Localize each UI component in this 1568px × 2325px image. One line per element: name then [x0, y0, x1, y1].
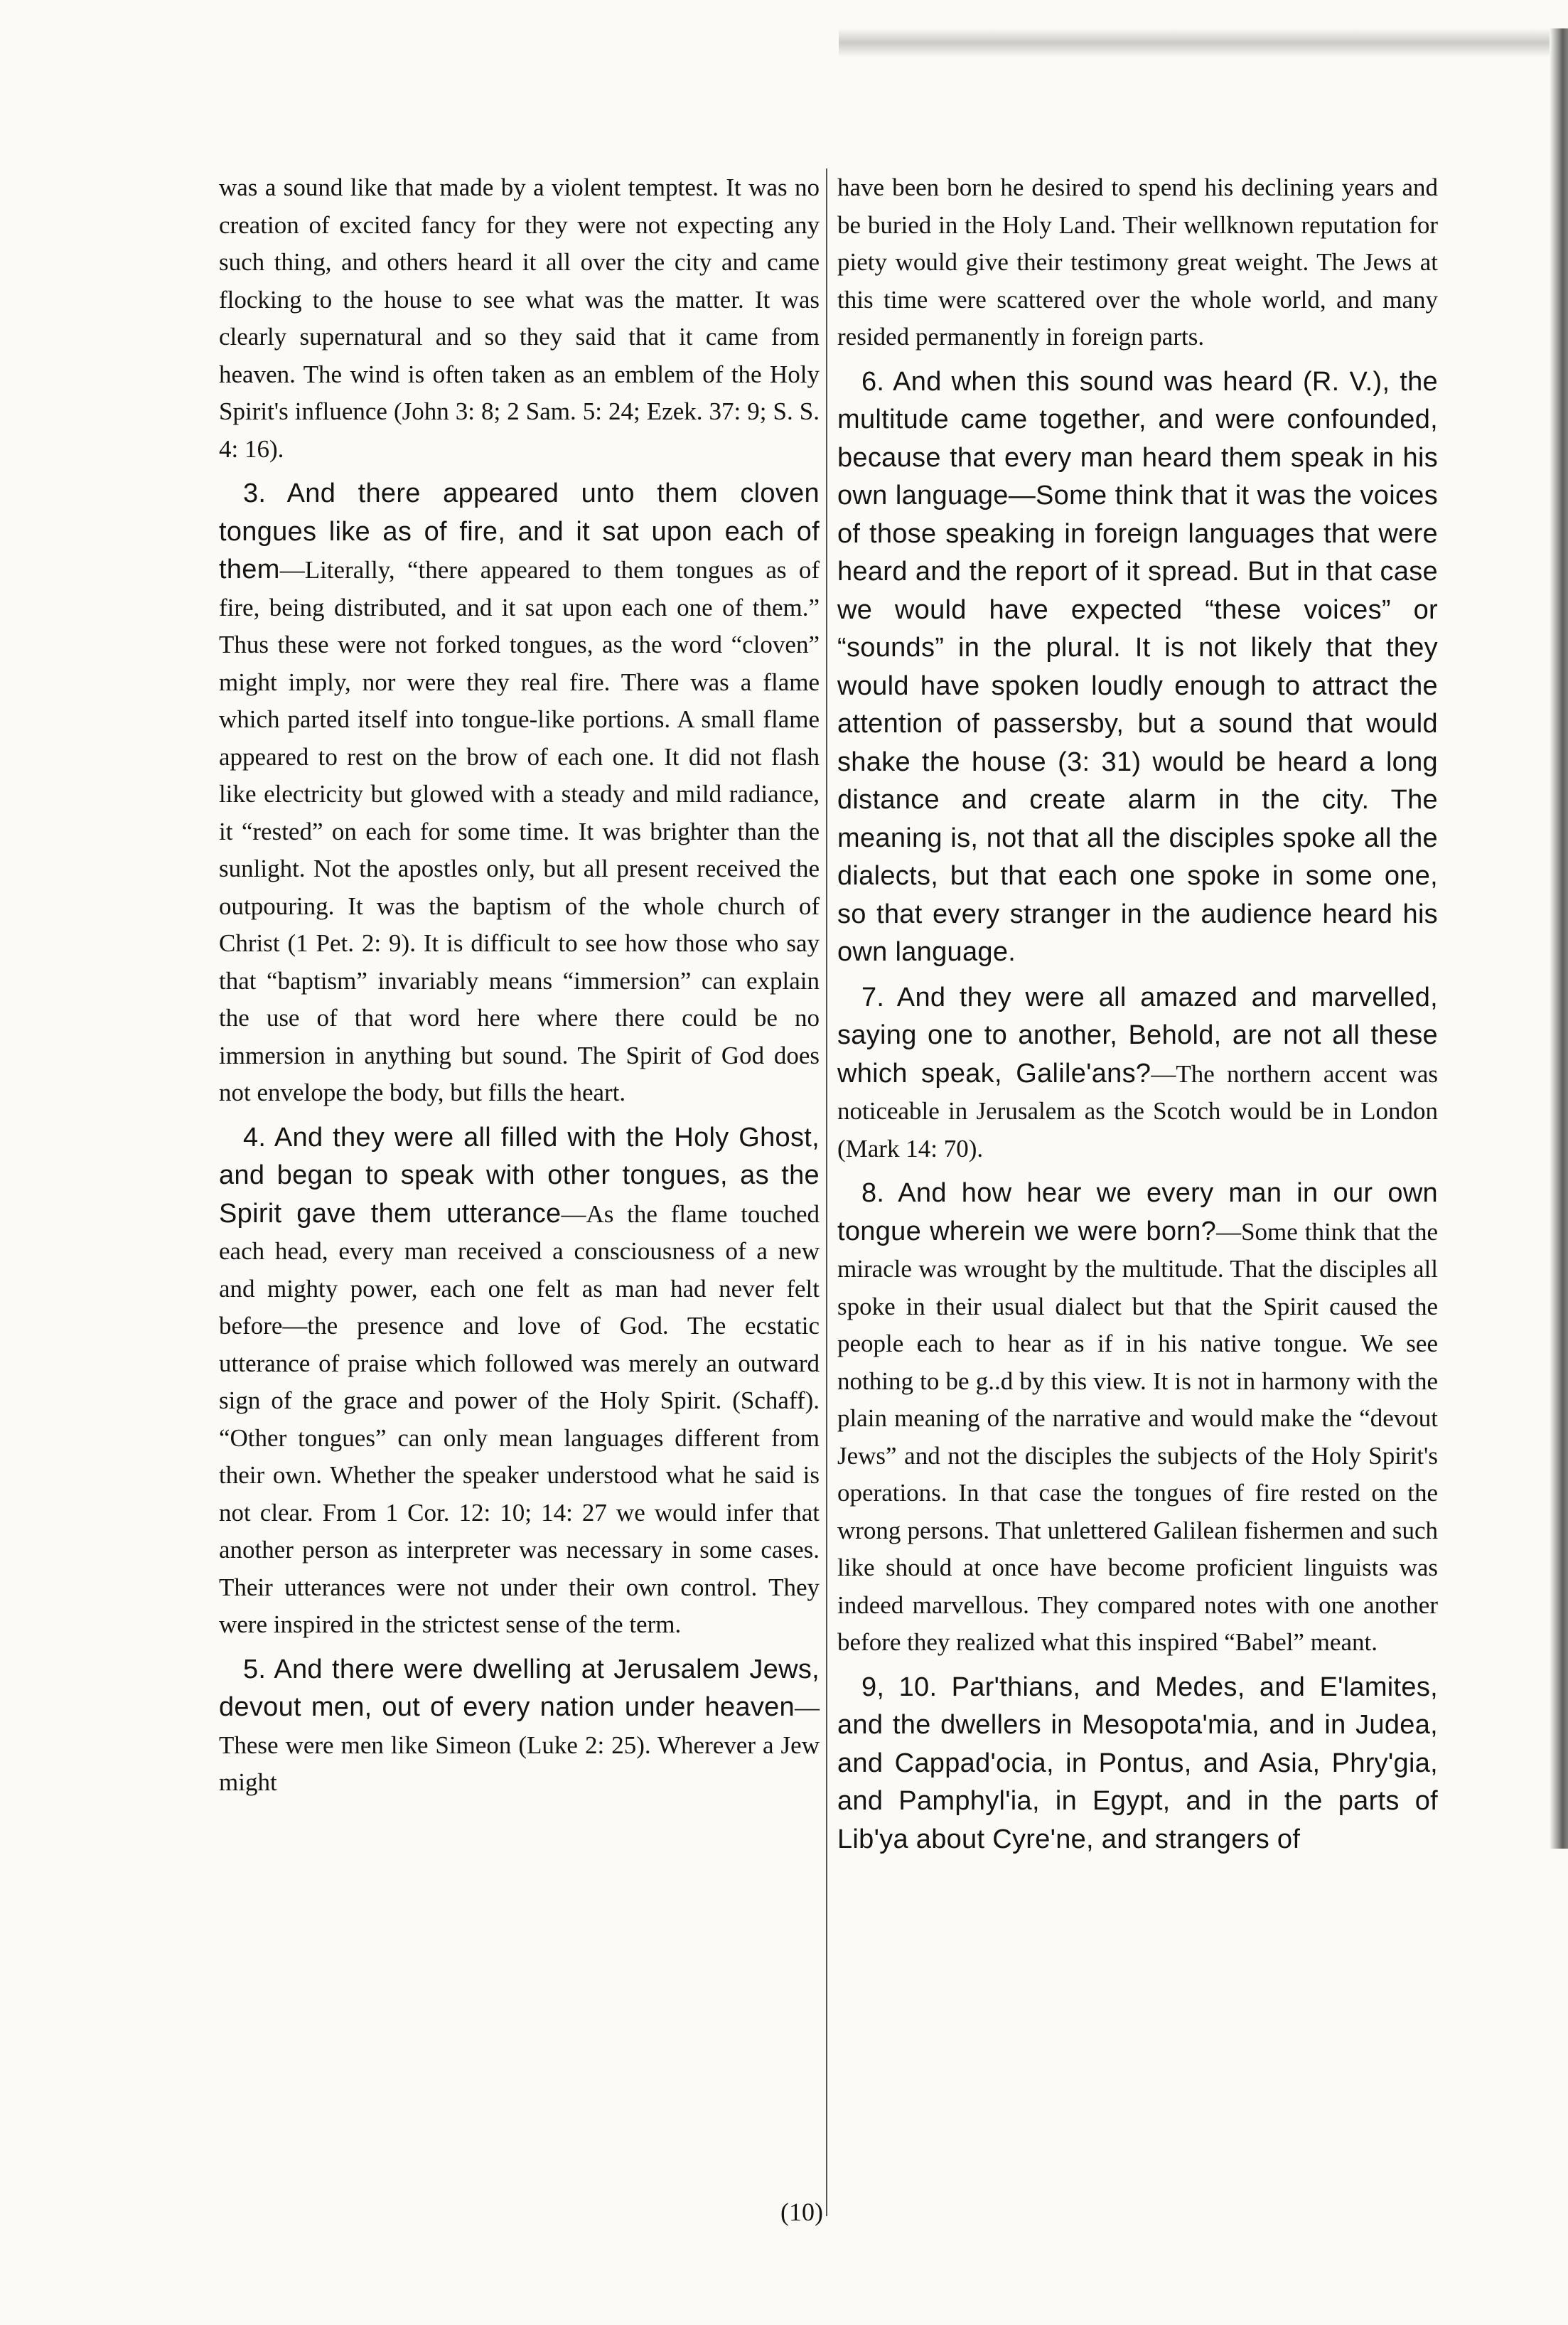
commentary-text: —The northern accent was noticeable in Jerusalem as the Scotch would be in London (Mark 14: 70).	[837, 1059, 1438, 1162]
paragraph	[837, 363, 1438, 972]
verse-heading: 9, 10. Par'thians, and Medes, and E'lamites, and the dwellers in Mesopota'mia, and in Judea, and Cappad'ocia, in Pontus, and Asia, Phry'gia, and Pamphyl'ia, in Egypt, and in the parts of Lib'ya about Cyre'ne, and strangers of	[837, 1672, 1438, 1854]
commentary-text: have been born he desired to spend his declining years and be buried in the Holy Land. Their wellknown reputation for piety would give their testimony great weight. The Jews at this time were scattered over the whole world, and many resided permanently in foreign parts.	[837, 173, 1438, 351]
column-divider	[826, 169, 827, 2216]
commentary-text: —Some think that the miracle was wrought by the multitude. That the disciples all spoke in their usual dialect but that the Spirit caused the people each to hear as if in his native tongue. We see nothing to be g..d by this view. It is not in harmony with the plain meaning of the narrative and would make the “devout Jews” and not the disciples the subjects of the Holy Spirit's operations. In that case the tongues of fire rested on the wrong persons. That unlettered Galilean fishermen and such like should at once have become proficient linguists was indeed marvellous. They compared notes with one another before they realized what this inspired “Babel” meant.	[837, 1217, 1438, 1656]
verse-heading: 5. And there were dwelling at Jerusalem Jews, devout men, out of every nation under heaven	[219, 1654, 820, 1722]
paragraph	[837, 169, 1438, 356]
paragraph	[219, 475, 820, 1112]
paragraph	[219, 1651, 820, 1802]
verse-heading: 6. And when this sound was heard	[861, 366, 1294, 397]
page-number: (10)	[780, 2198, 823, 2226]
paragraph	[219, 169, 820, 468]
commentary-text: —These were men like Simeon (Luke 2: 25). Wherever a Jew might	[219, 1694, 820, 1796]
commentary-text: —As the flame touched each head, every man received a consciousness of a new and mighty power, each one felt as man had never felt before—the presence and love of God. The ecstatic utterance of praise which followed was merely an outward sign of the grace and power of the Holy Spirit. (Schaff). “Other tongues” can only mean languages different from their own. Whether the speaker understood what he said is not clear. From 1 Cor. 12: 10; 14: 27 we would infer that another person as interpreter was necessary in some cases. Their utterances were not under their own control. They were inspired in the strictest sense of the term.	[219, 1199, 820, 1638]
paragraph	[837, 1175, 1438, 1662]
scan-noise	[839, 28, 1550, 57]
verse-heading: 7. And they were all amazed and marvelled, saying one to another, Behold, are not all these which speak, Galile'ans?	[837, 982, 1438, 1089]
paragraph	[837, 1669, 1438, 1859]
right-column	[837, 169, 1438, 1866]
scan-edge-shadow	[1550, 28, 1568, 1849]
paragraph	[837, 979, 1438, 1168]
commentary-text: (R. V.), the multitude came together, and were confounded, because that every man heard them speak in his own language—Some think that it was the voices of those speaking in foreign languages that were heard and the report of it spread. But in that case we would have expected “these voices” or “sounds” in the plural. It is not likely that they would have spoken loudly enough to attract the attention of passersby, but a sound that would shake the house (3: 31) would be heard a long distance and create alarm in the city. The meaning is, not that all the disciples spoke all the dialects, but that each one spoke in some one, so that every stranger in the audience heard his own language.	[837, 366, 1438, 967]
commentary-text: was a sound like that made by a violent temptest. It was no creation of excited fancy for they were not expecting any such thing, and others heard it all over the city and came flocking to the house to see what was the matter. It was clearly supernatural and so they said that it came from heaven. The wind is often taken as an emblem of the Holy Spirit's influence (John 3: 8; 2 Sam. 5: 24; Ezek. 37: 9; S. S. 4: 16).	[219, 173, 820, 463]
paragraph	[219, 1119, 820, 1644]
commentary-text: —Literally, “there appeared to them tongues as of fire, being distributed, and it sat upon each one of them.” Thus these were not forked tongues, as the word “cloven” might imply, nor were they real fire. There was a flame which parted itself into tongue-like portions. A small flame appeared to rest on the brow of each one. It did not flash like electricity but glowed with a steady and mild radiance, it “rested” on each for some time. It was brighter than the sunlight. Not the apostles only, but all present received the outpouring. It was the baptism of the whole church of Christ (1 Pet. 2: 9). It is difficult to see how those who say that “baptism” invariably means “immersion” can explain the use of that word here where there could be no immersion in anything but sound. The Spirit of God does not envelope the body, but fills the heart.	[219, 556, 820, 1106]
verse-heading: 3. And there appeared unto them cloven tongues like as of fire, and it sat upon each of them	[219, 479, 820, 584]
verse-heading: 4. And they were all filled with the Holy Ghost, and began to speak with other tongues, as the Spirit gave them utterance	[219, 1122, 820, 1229]
left-column	[219, 169, 820, 1809]
verse-heading: 8. And how hear we every man in our own tongue wherein we were born?	[837, 1178, 1438, 1246]
